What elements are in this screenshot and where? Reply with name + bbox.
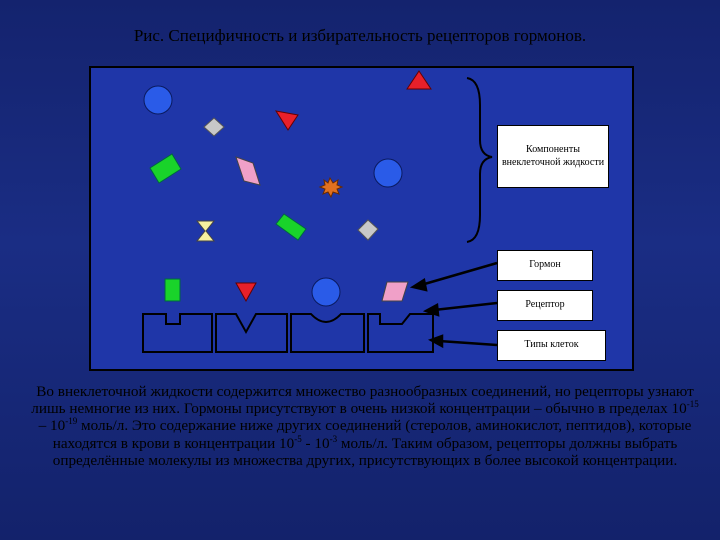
- molecule-hourglass: [197, 221, 214, 241]
- molecule-red-triangle-top: [407, 71, 431, 89]
- molecule-red-triangle: [276, 111, 298, 130]
- hormone-green: [165, 279, 180, 301]
- cell-types-row: [143, 314, 433, 352]
- hormone-red-triangle: [236, 283, 256, 301]
- figure-title: Рис. Специфичность и избирательность рецепторов гормонов.: [133, 26, 587, 45]
- label-cell-types: Типы клеток: [497, 330, 606, 361]
- molecule-gray-diamond-2: [358, 220, 378, 240]
- cell-3: [291, 314, 364, 352]
- cell-4: [368, 314, 433, 352]
- molecule-blue-circle: [144, 86, 172, 114]
- caption-text: Во внеклеточной жидкости содержится множество разнообразных соединений, но рецепторы узнают лишь немногие из них. Гормоны присутствуют в очень низкой концентрации – обычно в пределах $10^{-15} - 10^{-19}$ моль/л. Это содержание ниже других соединений (стеролов, аминокислот, пептидов), которые находятся в крови в концентрации $10^{-5} - 10^{-3}$ моль/л. Таким образом, рецепторы должны выбрать определённые молекулы из множества других, присутствующих в более высокой концентрации.: [31, 383, 699, 469]
- label-receptor: Рецептор: [497, 290, 593, 321]
- hormone-blue-circle: [312, 278, 340, 306]
- cell-2: [216, 314, 287, 352]
- molecule-gray-diamond: [204, 118, 224, 136]
- molecule-green-rectangle-2: [276, 214, 306, 240]
- label-extracellular-components: Компоненты внеклеточной жидкости: [497, 125, 609, 188]
- molecule-orange-star: [320, 178, 342, 197]
- cell-1: [143, 314, 212, 352]
- curly-brace: [467, 78, 492, 242]
- molecule-pink-parallelogram: [236, 157, 260, 185]
- molecule-green-rectangle: [150, 154, 181, 183]
- hormone-pink-parallelogram: [382, 282, 408, 301]
- label-hormone: Гормон: [497, 250, 593, 281]
- molecule-blue-circle-2: [374, 159, 402, 187]
- pointer-arrows: [413, 263, 497, 346]
